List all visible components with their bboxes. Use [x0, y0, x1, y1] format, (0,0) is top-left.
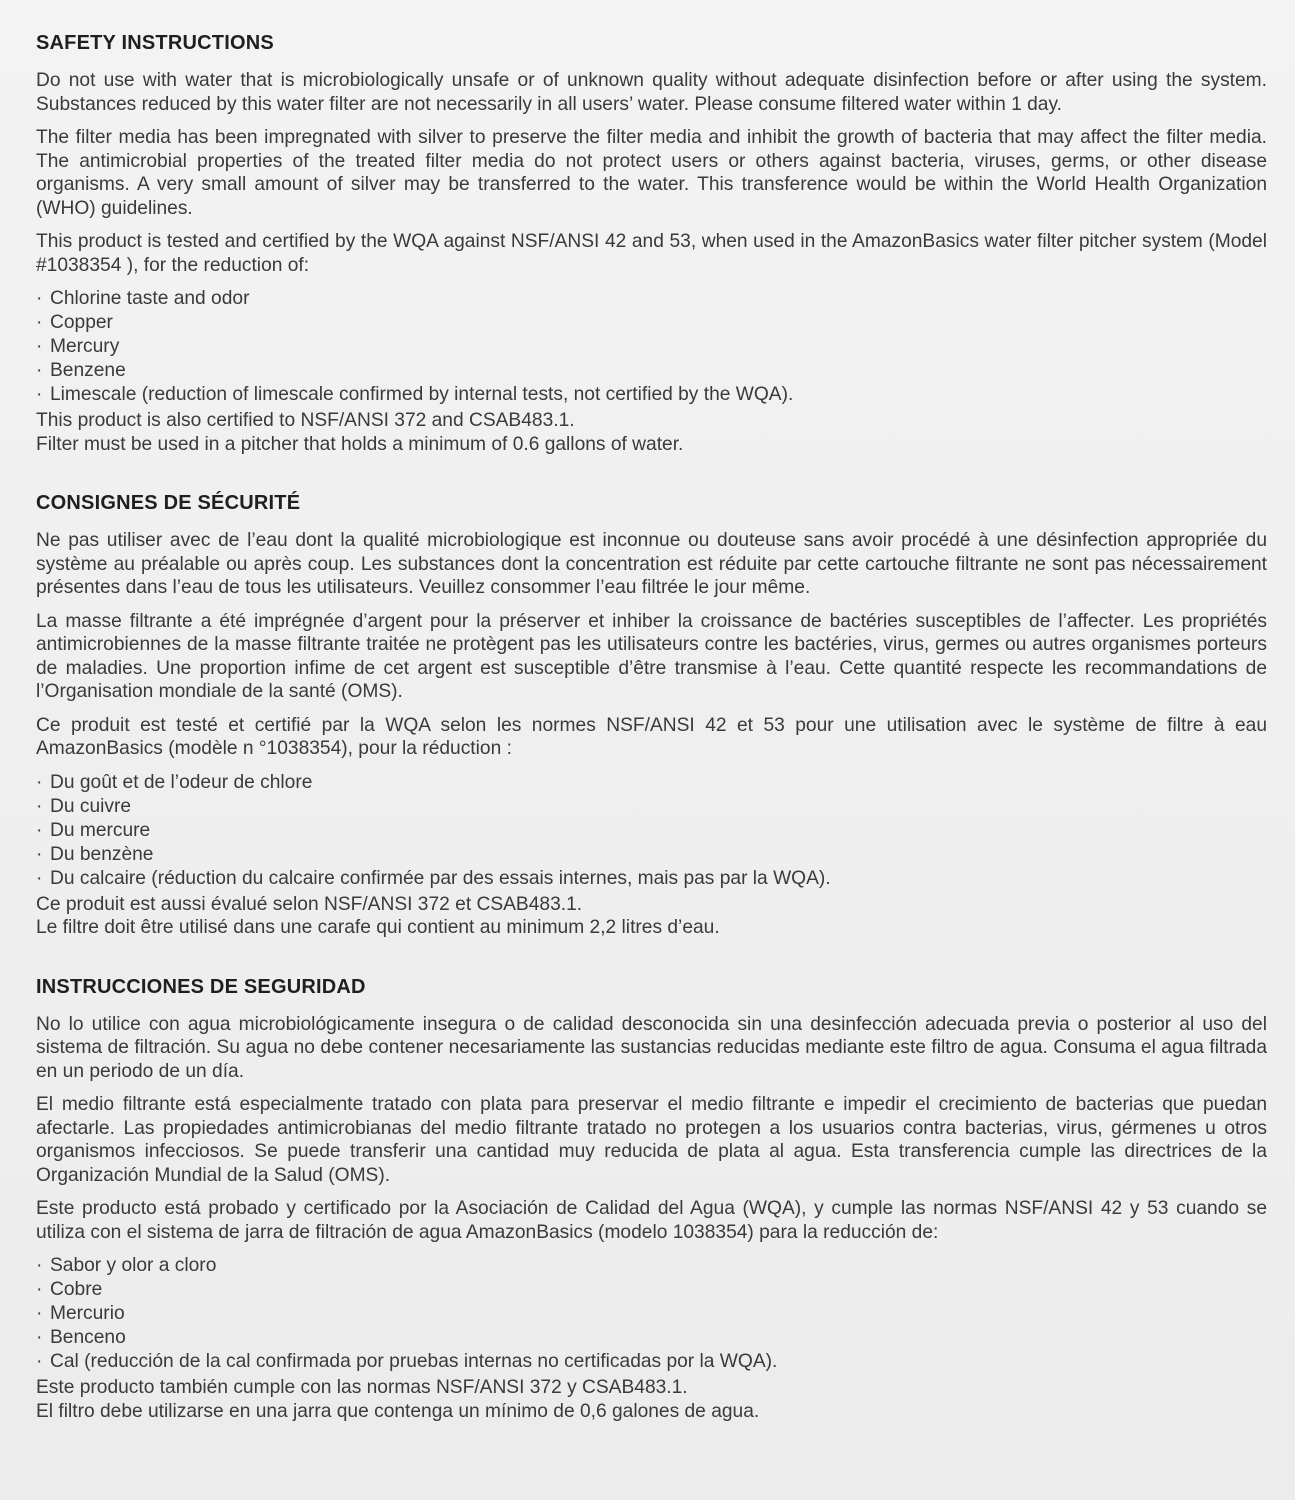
- bullet-icon: ·: [36, 771, 43, 793]
- section-title: INSTRUCCIONES DE SEGURIDAD: [36, 975, 366, 998]
- list-item: · Copper: [36, 312, 113, 333]
- paragraph: Ce produit est testé et certifié par la WQA selon les normes NSF/ANSI 42 et 53 pour une utilisation avec le système de filtre à eau AmazonBasics (modèle n °1038354), pour la réduction :: [36, 714, 1267, 759]
- bullet-icon: ·: [36, 1279, 43, 1300]
- list-item: · Cal (reducción de la cal confirmada por pruebas internas no certificadas por la WQA).: [36, 1351, 778, 1372]
- list-item: · Du calcaire (réduction du calcaire confirmée par des essais internes, mais pas par la WQA).: [36, 867, 831, 889]
- list-item: · Benceno: [36, 1327, 126, 1348]
- certification-line: This product is also certified to NSF/ANSI 372 and CSAB483.1.: [36, 410, 575, 431]
- section-english: [36, 32, 1267, 456]
- paragraph: La masse filtrante a été imprégnée d’argent pour la préserver et inhiber la croissance de bactéries susceptibles de l’affecter. Les propriétés antimicrobiennes de la masse filtrante traitée ne protègent pas les utilisateurs contre les bactéries, virus, germes ou autres organismes porteurs de maladies. Une proportion infime de cet argent est susceptible d’être transmise à l’eau. Cette quantité respecte les recommandations de l’Organisation mondiale de la santé (OMS).: [36, 610, 1267, 702]
- certification-line: Este producto también cumple con las normas NSF/ANSI 372 y CSAB483.1.: [36, 1377, 688, 1398]
- bullet-icon: ·: [36, 1351, 43, 1372]
- bullet-icon: ·: [36, 336, 43, 357]
- bullet-icon: ·: [36, 288, 43, 309]
- list-item: · Du mercure: [36, 819, 151, 841]
- paragraph: El medio filtrante está especialmente tratado con plata para preservar el medio filtrante e impedir el crecimiento de bacterias que puedan afectarle. Las propiedades antimicrobianas del medio filtrante tratado no protegen a los usuarios contra bacterias, virus, gérmenes u otros organismos infecciosos. Se puede transferir una cantidad muy reducida de plata al agua. Esta transferencia cumple las directrices de la Organización Mundial de la Salud (OMS).: [36, 1094, 1267, 1186]
- section-title: SAFETY INSTRUCTIONS: [36, 32, 274, 54]
- list-item: · Du cuivre: [36, 795, 132, 817]
- bullet-icon: ·: [36, 312, 43, 333]
- section-title: CONSIGNES DE SÉCURITÉ: [36, 492, 301, 514]
- list-item: · Mercury: [36, 336, 120, 357]
- paragraph: This product is tested and certified by the WQA against NSF/ANSI 42 and 53, when used in the AmazonBasics water filter pitcher system (Model #1038354 ), for the reduction of:: [36, 231, 1267, 276]
- bullet-icon: ·: [36, 1327, 43, 1348]
- bullet-icon: ·: [36, 1303, 43, 1324]
- paragraph: No lo utilice con agua microbiológicamente insegura o de calidad desconocida sin una desinfección adecuada previa o posterior al uso del sistema de filtración. Su agua no debe contener necesariamente las sustancias reducidas mediante este filtro de agua. Consuma el agua filtrada en un periodo de un día.: [36, 1013, 1267, 1082]
- paragraph: Este producto está probado y certificado por la Asociación de Calidad del Agua (WQA), y cumple las normas NSF/ANSI 42 y 53 cuando se utiliza con el sistema de jarra de filtración de agua AmazonBasics (modelo 1038354) para la reducción de:: [36, 1198, 1267, 1243]
- reduction-list: [36, 771, 1267, 891]
- list-item: · Chlorine taste and odor: [36, 288, 250, 309]
- certification-line: Ce produit est aussi évalué selon NSF/ANSI 372 et CSAB483.1.: [36, 893, 583, 915]
- bullet-icon: ·: [36, 819, 43, 841]
- list-item: · Benzene: [36, 360, 126, 381]
- list-item: · Du benzène: [36, 843, 154, 865]
- pitcher-requirement-line: El filtro debe utilizarse en una jarra que contenga un mínimo de 0,6 galones de agua.: [36, 1400, 760, 1422]
- list-item: · Limescale (reduction of limescale confirmed by internal tests, not certified by the WQA).: [36, 384, 794, 405]
- pitcher-requirement-line: Filter must be used in a pitcher that holds a minimum of 0.6 gallons of water.: [36, 433, 684, 455]
- list-item: · Du goût et de l’odeur de chlore: [36, 771, 313, 793]
- list-item: · Cobre: [36, 1279, 103, 1300]
- bullet-icon: ·: [36, 1255, 43, 1276]
- list-item: · Sabor y olor a cloro: [36, 1255, 217, 1276]
- reduction-list: [36, 287, 1267, 407]
- paragraph: The filter media has been impregnated with silver to preserve the filter media and inhibit the growth of bacteria that may affect the filter media. The antimicrobial properties of the treated filter media do not protect users or others against bacteria, viruses, germs, or other disease organisms. A very small amount of silver may be transferred to the water. This transference would be within the World Health Organization (WHO) guidelines.: [36, 127, 1267, 219]
- reduction-list: [36, 1254, 1267, 1374]
- section-spanish: [36, 976, 1267, 1424]
- paragraph: Ne pas utiliser avec de l’eau dont la qualité microbiologique est inconnue ou douteuse sans avoir procédé à une désinfection appropriée du système au préalable ou après coup. Les substances dont la concentration est réduite par cette cartouche filtrante ne sont pas nécessairement présentes dans l’eau de tous les utilisateurs. Veuillez consommer l’eau filtrée le jour même.: [36, 530, 1267, 598]
- list-item: · Mercurio: [36, 1303, 125, 1324]
- pitcher-requirement-line: Le filtre doit être utilisé dans une carafe qui contient au minimum 2,2 litres d’eau.: [36, 917, 720, 938]
- bullet-icon: ·: [36, 843, 43, 865]
- bullet-icon: ·: [36, 795, 43, 817]
- section-french: [36, 492, 1267, 940]
- bullet-icon: ·: [36, 360, 43, 381]
- bullet-icon: ·: [36, 867, 43, 889]
- bullet-icon: ·: [36, 384, 43, 405]
- paragraph: Do not use with water that is microbiologically unsafe or of unknown quality without adequate disinfection before or after using the system. Substances reduced by this water filter are not necessarily in all users’ water. Please consume filtered water within 1 day.: [36, 70, 1267, 115]
